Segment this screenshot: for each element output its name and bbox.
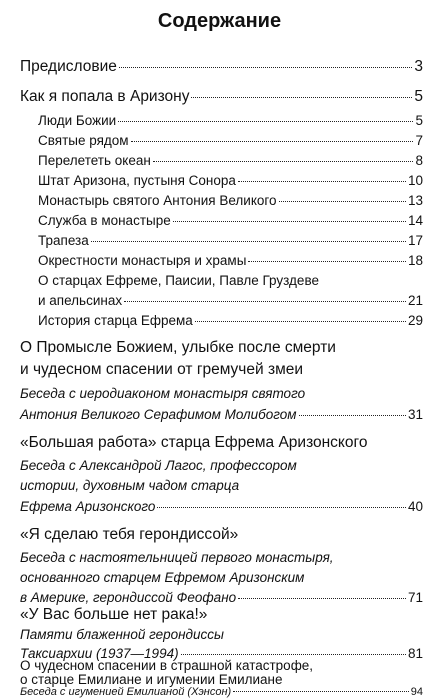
- dot-leader: [248, 261, 406, 262]
- dot-leader: [131, 141, 414, 142]
- toc-entry-title: и апельсинах: [38, 293, 123, 308]
- toc-subentry[interactable]: [38, 133, 423, 148]
- toc-subentry[interactable]: [38, 113, 423, 128]
- contents-title: Содержание: [157, 10, 282, 32]
- dot-leader: [157, 507, 406, 508]
- dot-leader: [233, 691, 409, 692]
- toc-entry[interactable]: [20, 590, 423, 605]
- toc-entry-page: 5: [415, 113, 423, 128]
- toc-entry-subtitle: истории, духовным чадом старца: [20, 478, 240, 493]
- toc-entry-page: 3: [414, 58, 423, 75]
- toc-subentry[interactable]: [38, 213, 423, 228]
- toc-subentry[interactable]: [38, 313, 423, 328]
- toc-entry-page: 8: [415, 153, 423, 168]
- toc-entry-line[interactable]: «У Вас больше нет рака!»: [20, 606, 208, 623]
- toc-subentry[interactable]: [38, 153, 423, 168]
- toc-entry-title: Окрестности монастыря и храмы: [38, 253, 247, 268]
- toc-entry-page: 31: [407, 407, 423, 422]
- toc-entry-page: 7: [415, 133, 423, 148]
- toc-entry-page: 81: [407, 646, 423, 661]
- dot-leader: [91, 241, 406, 242]
- toc-entry[interactable]: [20, 686, 423, 698]
- toc-entry-line[interactable]: «Большая работа» старца Ефрема Аризонского: [20, 434, 368, 451]
- toc-subentry[interactable]: [38, 233, 423, 248]
- toc-entry[interactable]: [20, 499, 423, 514]
- toc-entry-title: Перелететь океан: [38, 153, 151, 168]
- dot-leader: [119, 67, 413, 68]
- toc-entry-page: 5: [414, 88, 423, 105]
- dot-leader: [191, 97, 412, 98]
- toc-entry-title: Как я попала в Аризону: [20, 88, 190, 105]
- toc-entry-page: 29: [407, 313, 423, 328]
- toc-entry-page: 10: [407, 173, 423, 188]
- toc-entry-subtitle: Таксиархии (1937—1994): [20, 646, 179, 661]
- toc-subentry[interactable]: [38, 293, 423, 308]
- toc-entry-line[interactable]: «Я сделаю тебя герондиссой»: [20, 526, 239, 543]
- toc-entry-subtitle: Антония Великого Серафимом Молибогом: [20, 407, 297, 422]
- toc-entry-page: 13: [407, 193, 423, 208]
- toc-entry-page: 21: [407, 293, 423, 308]
- toc-entry-page: 14: [407, 213, 423, 228]
- dot-leader: [153, 161, 414, 162]
- toc-entry-subtitle: основанного старцем Ефремом Аризонским: [20, 570, 305, 585]
- toc-entry-subtitle: Беседа с игуменией Емилианой (Хэнсон): [20, 686, 232, 698]
- toc-entry-title: Люди Божии: [38, 113, 117, 128]
- dot-leader: [279, 201, 406, 202]
- toc-entry-title: История старца Ефрема: [38, 313, 193, 328]
- toc-subentry[interactable]: [38, 173, 423, 188]
- toc-entry-title: Служба в монастыре: [38, 213, 171, 228]
- toc-entry-line: и чудесном спасении от гремучей змеи: [20, 361, 304, 378]
- dot-leader: [195, 321, 406, 322]
- dot-leader: [118, 121, 413, 122]
- toc-entry[interactable]: [20, 88, 423, 106]
- toc-entry-subtitle: Беседа с Александрой Лагос, профессором: [20, 458, 297, 473]
- toc-subentry[interactable]: [38, 193, 423, 208]
- dot-leader: [238, 598, 406, 599]
- toc-entry-line: о старце Емилиане и игумении Емилиане: [20, 672, 283, 687]
- toc-entry-title: Штат Аризона, пустыня Сонора: [38, 173, 236, 188]
- dot-leader: [299, 415, 406, 416]
- dot-leader: [124, 301, 406, 302]
- toc-entry-line: О чудесном спасении в страшной катастрофе,: [20, 658, 314, 673]
- toc-entry-line[interactable]: О Промысле Божием, улыбке после смерти: [20, 339, 336, 356]
- toc-entry-page: 40: [407, 499, 423, 514]
- toc-entry[interactable]: [20, 58, 423, 76]
- toc-entry[interactable]: [20, 407, 423, 422]
- dot-leader: [181, 654, 406, 655]
- dot-leader: [238, 181, 406, 182]
- dot-leader: [173, 221, 406, 222]
- toc-subentry-line[interactable]: О старцах Ефреме, Паисии, Павле Груздеве: [38, 273, 319, 288]
- toc-entry-subtitle: Ефрема Аризонского: [20, 499, 156, 514]
- toc-entry-subtitle: Памяти блаженной герондиссы: [20, 627, 224, 642]
- toc-entry-subtitle: Беседа с иеродиаконом монастыря святого: [20, 386, 306, 401]
- toc-entry-page: 94: [410, 686, 423, 698]
- toc-subentry[interactable]: [38, 253, 423, 268]
- toc-entry-page: 71: [407, 590, 423, 605]
- toc-entry-page: 18: [407, 253, 423, 268]
- toc-entry-subtitle: Беседа с настоятельницей первого монастыря,: [20, 550, 334, 565]
- toc-entry-page: 17: [407, 233, 423, 248]
- toc-entry-title: Предисловие: [20, 58, 117, 75]
- toc-entry-title: Святые рядом: [38, 133, 129, 148]
- toc-entry-subtitle: в Америке, герондиссой Феофано: [20, 590, 237, 605]
- toc-entry-title: Трапеза: [38, 233, 89, 248]
- toc-entry-title: Монастырь святого Антония Великого: [38, 193, 277, 208]
